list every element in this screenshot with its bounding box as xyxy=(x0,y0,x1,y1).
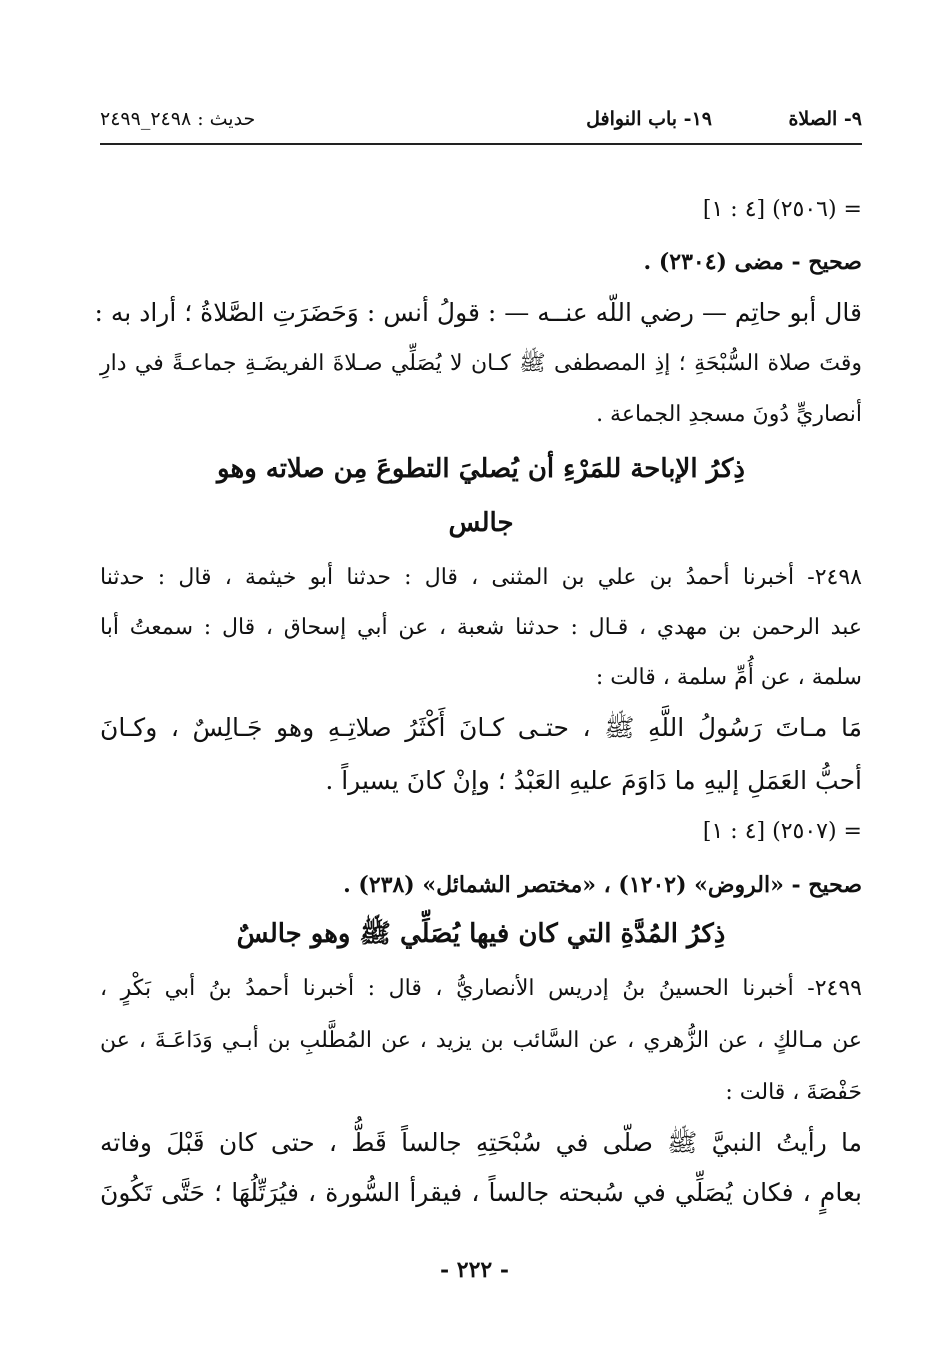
isnad-line: حَفْصَةَ ، قالت : xyxy=(725,1080,862,1105)
isnad-line: عبد الرحمن بن مهدي ، قـال : حدثنا شعبة ، عن أبي إسحاق ، قال : سمعتُ أبا xyxy=(100,615,862,640)
isnad-line: عن مـالكٍ ، عن الزُّهري ، عن السَّائب بن يزيد ، عن المُطَّلبِ بن أبـي وَدَاعَـةَ ، عن xyxy=(100,1028,862,1053)
header-bab: ١٩- باب النوافل xyxy=(586,108,712,130)
section-heading: ذِكرُ المُدَّةِ التي كان فيها يُصَلِّي ﷺ وهو جالسٌ xyxy=(236,919,726,949)
commentary-line: وقتَ صلاة السُّبْحَةِ ؛ إذِ المصطفى ﷺ كـان لا يُصَلِّي صـلاةَ الفريضَـةِ جماعـةً في دارِ xyxy=(100,351,862,376)
isnad-line: ٢٤٩٨- أخبرنا أحمدُ بن علي بن المثنى ، قال : حدثنا أبو خيثمة ، قال : حدثنا xyxy=(100,565,862,590)
commentary-line: أنصاريٍّ دُونَ مسجدِ الجماعة . xyxy=(596,402,862,427)
matn-line: أحبُّ العَمَلِ إليهِ ما دَاوَمَ عليهِ العَبْدُ ؛ وإنْ كانَ يسيراً . xyxy=(325,766,862,795)
grading-line: صحيح - «الروض» (١٢٠٢) ، «مختصر الشمائل» (٢٣٨) . xyxy=(343,872,862,898)
grading-line: صحيح - مضى (٢٣٠٤) . xyxy=(643,249,862,275)
isnad-line: ٢٤٩٩- أخبرنا الحسينُ بنُ إدريس الأنصاريُّ ، قال : أخبرنا أحمدُ بنُ أبي بَكْرٍ ، xyxy=(100,976,862,1001)
hadith-reference: = (٢٥٠٦) [٤ : ١] xyxy=(702,197,862,222)
header-chapter: ٩- الصلاة xyxy=(788,108,862,130)
running-header xyxy=(100,108,862,142)
page-number: - ٢٢٢ - xyxy=(439,1257,510,1283)
hadith-reference: = (٢٥٠٧) [٤ : ١] xyxy=(702,819,862,844)
matn-line: بعامٍ ، فكان يُصَلِّي في سُبحته جالساً ، فيقرأ السُّورة ، فيُرَتِّلُهَا ؛ حَتَّى تَكُونَ xyxy=(100,1178,862,1207)
matn-line: ما رأيتُ النبيَّ ﷺ صلّى في سُبْحَتِهِ جالساً قَطُّ ، حتى كان قَبْلَ وفاته xyxy=(100,1128,862,1157)
header-rule xyxy=(100,143,862,145)
section-heading: جالس xyxy=(448,508,514,538)
isnad-line: سلمة ، عن أُمِّ سلمة ، قالت : xyxy=(595,665,862,690)
commentary-line: قال أبو حاتِم — رضي اللّه عنــه — : قولُ أنس : وَحَضَرَتِ الصَّلاةُ ؛ أراد به : xyxy=(94,298,862,327)
matn-line: مَا مـاتَ رَسُولُ اللَّهِ ﷺ ، حتـى كـانَ أَكْثَرُ صلاتِـهِ وهو جَـالِسٌ ، وكـانَ xyxy=(100,713,862,742)
header-hadith-range: حديث : ٢٤٩٨_٢٤٩٩ xyxy=(100,108,256,130)
section-heading: ذِكرُ الإباحة للمَرْءِ أن يُصليَ التطوعَ مِن صلاته وهو xyxy=(217,454,745,484)
